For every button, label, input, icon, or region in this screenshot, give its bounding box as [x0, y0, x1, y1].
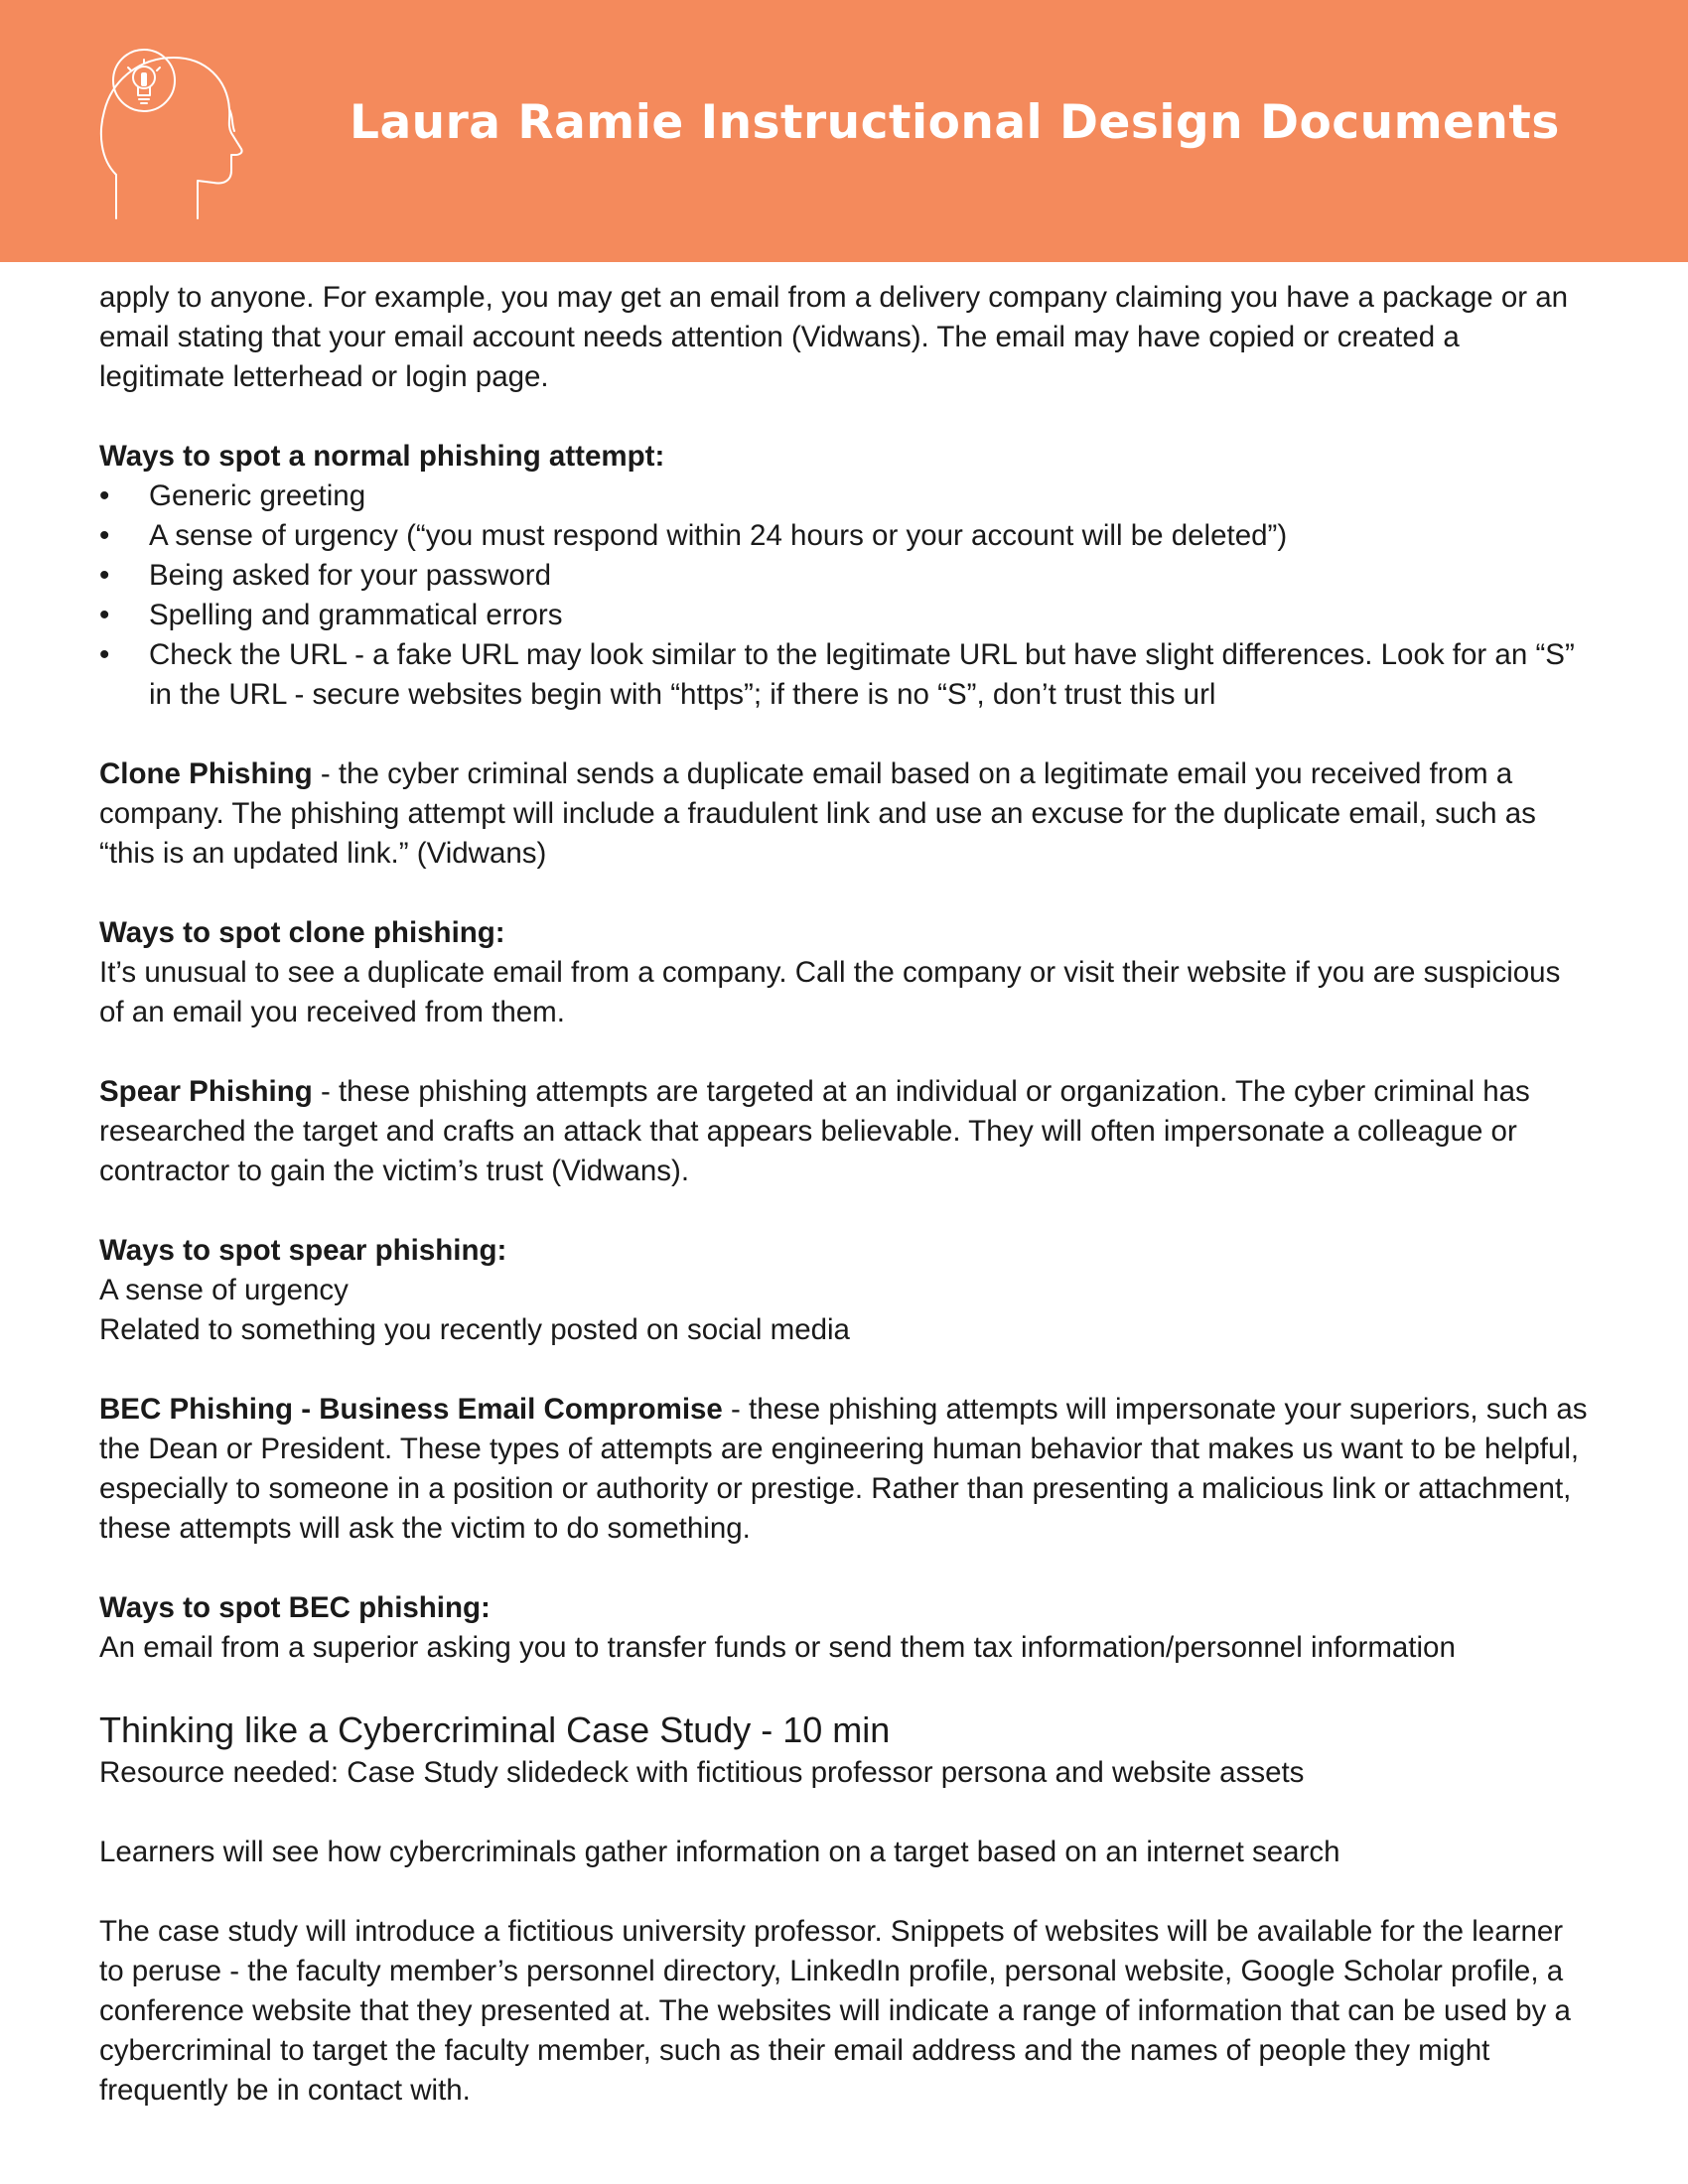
spear-spot-line: Related to something you recently posted on social media [99, 1313, 850, 1346]
spear-phishing-term: Spear Phishing [99, 1075, 313, 1108]
case-study-description: The case study will introduce a fictitious university professor. Snippets of websites will be available for the learner to peruse - the faculty member’s personnel directory, LinkedIn profile, personal website, Google Scholar profile, a conference website that they presented at. The websites will indicate a range of information that can be used by a cybercriminal to target the faculty member, such as their email address and the names of people they might frequently be in contact with. [99, 1915, 1571, 2107]
case-study-resource: Resource needed: Case Study slidedeck with fictitious professor persona and website assets [99, 1756, 1305, 1789]
head-with-lightbulb-icon [94, 48, 243, 221]
list-item: • Being asked for your password [99, 559, 552, 592]
spear-spot-heading: Ways to spot spear phishing: [99, 1234, 507, 1267]
normal-phishing-heading: Ways to spot a normal phishing attempt: [99, 440, 665, 473]
spear-phishing-paragraph: Spear Phishing - these phishing attempts are targeted at an individual or organization. The cyber criminal has researched the target and crafts an attack that appears believable. They will often impersonate a colleague or contractor to gain the victim’s trust (Vidwans). [99, 1075, 1530, 1187]
list-item: • Check the URL - a fake URL may look similar to the legitimate URL but have slight differences. Look for an “S” in the URL - secure websites begin with “https”; if there is no “S”, don’t trust this url [99, 638, 1575, 711]
list-item: • A sense of urgency (“you must respond within 24 hours or your account will be deleted”) [99, 519, 1288, 552]
bec-spot-heading: Ways to spot BEC phishing: [99, 1591, 491, 1624]
normal-phishing-list [99, 477, 1589, 715]
list-item: • Spelling and grammatical errors [99, 599, 563, 631]
page-header [0, 0, 1688, 262]
intro-paragraph: apply to anyone. For example, you may get an email from a delivery company claiming you have a package or an email stating that your email account needs attention (Vidwans). The email may have copied or created a legitimate letterhead or login page. [99, 281, 1569, 393]
clone-phishing-paragraph: Clone Phishing - the cyber criminal sends a duplicate email based on a legitimate email you received from a company. The phishing attempt will include a fraudulent link and use an excuse for the duplicate email, such as “this is an updated link.” (Vidwans) [99, 757, 1536, 870]
clone-spot-heading: Ways to spot clone phishing: [99, 916, 505, 949]
clone-phishing-term: Clone Phishing [99, 757, 313, 790]
bec-spot-text: An email from a superior asking you to transfer funds or send them tax information/personnel information [99, 1631, 1456, 1664]
clone-spot-text: It’s unusual to see a duplicate email from a company. Call the company or visit their website if you are suspicious of an email you received from them. [99, 956, 1561, 1028]
bec-phishing-paragraph: BEC Phishing - Business Email Compromise - these phishing attempts will impersonate your superiors, such as the Dean or President. These types of attempts are engineering human behavior that makes us want to be helpful, especially to someone in a position or authority or prestige. Rather than presenting a malicious link or attachment, these attempts will ask the victim to do something. [99, 1393, 1588, 1545]
spear-spot-line: A sense of urgency [99, 1274, 349, 1306]
bec-phishing-term: BEC Phishing - Business Email Compromise [99, 1393, 723, 1426]
case-study-learners: Learners will see how cybercriminals gather information on a target based on an internet search [99, 1836, 1340, 1868]
document-body [99, 278, 1589, 2111]
list-item: • Generic greeting [99, 479, 366, 512]
case-study-title: Thinking like a Cybercriminal Case Study - 10 min [99, 1709, 891, 1750]
page-title: Laura Ramie Instructional Design Documents [350, 95, 1560, 150]
